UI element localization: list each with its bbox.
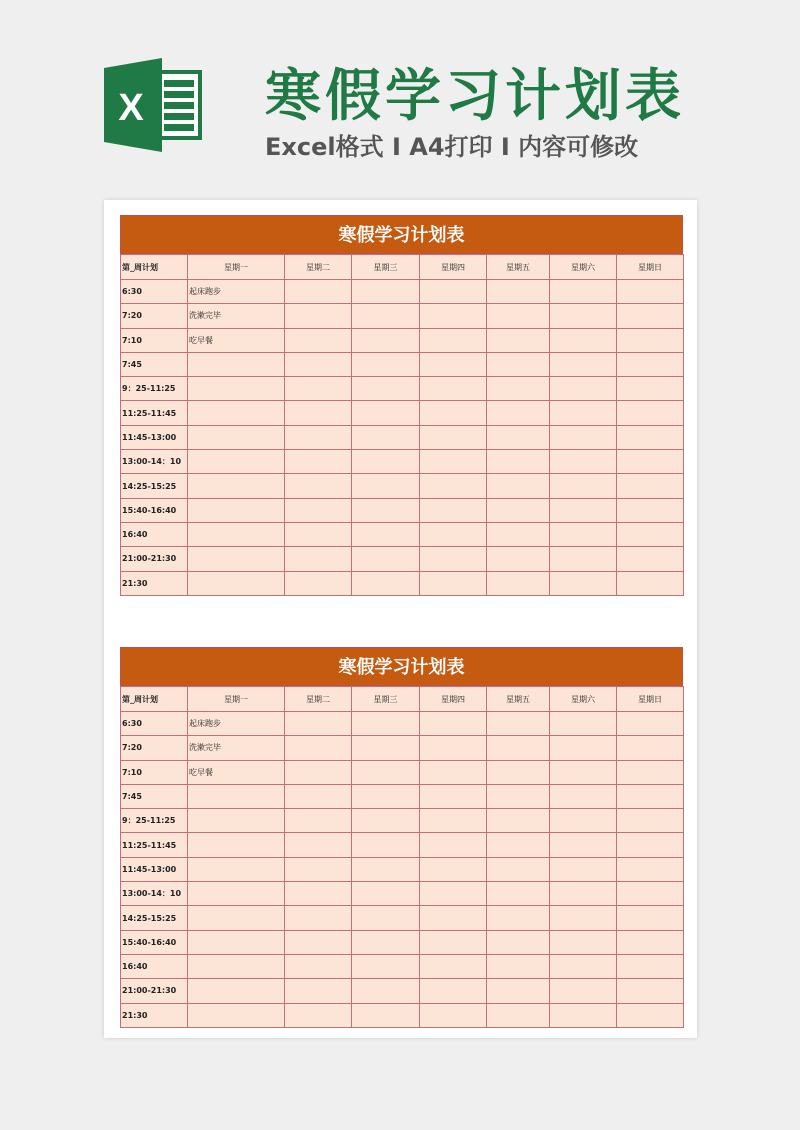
empty-cell[interactable] — [285, 571, 352, 595]
empty-cell[interactable] — [550, 906, 617, 930]
table-row — [121, 954, 684, 978]
table-row — [121, 547, 684, 571]
empty-cell[interactable] — [352, 784, 420, 808]
empty-cell[interactable] — [617, 352, 684, 376]
main-title: 寒假学习计划表 — [265, 64, 685, 129]
empty-cell[interactable] — [617, 522, 684, 546]
time-cell[interactable]: 13:00-14：10 — [121, 450, 188, 474]
empty-cell[interactable] — [487, 304, 550, 328]
table-row — [121, 304, 684, 328]
table-row — [121, 498, 684, 522]
empty-cell[interactable] — [617, 377, 684, 401]
empty-cell[interactable] — [420, 280, 487, 304]
schedule-table — [120, 686, 684, 1028]
activity-cell[interactable] — [188, 547, 285, 571]
empty-cell[interactable] — [420, 328, 487, 352]
empty-cell[interactable] — [487, 882, 550, 906]
empty-cell[interactable] — [550, 712, 617, 736]
table-row — [121, 328, 684, 352]
empty-cell[interactable] — [285, 736, 352, 760]
empty-cell[interactable] — [617, 547, 684, 571]
empty-cell[interactable] — [352, 425, 420, 449]
empty-cell[interactable] — [617, 906, 684, 930]
time-cell[interactable]: 21:30 — [121, 571, 188, 595]
empty-cell[interactable] — [285, 377, 352, 401]
empty-cell[interactable] — [550, 882, 617, 906]
empty-cell[interactable] — [352, 352, 420, 376]
empty-cell[interactable] — [617, 736, 684, 760]
empty-cell[interactable] — [617, 857, 684, 881]
sheet-title: 寒假学习计划表 — [120, 647, 683, 686]
table-row — [121, 352, 684, 376]
empty-cell[interactable] — [420, 954, 487, 978]
empty-cell[interactable] — [352, 571, 420, 595]
table-row — [121, 979, 684, 1003]
empty-cell[interactable] — [550, 280, 617, 304]
empty-cell[interactable] — [550, 857, 617, 881]
empty-cell[interactable] — [352, 377, 420, 401]
empty-cell[interactable] — [617, 474, 684, 498]
subtitle: Excel格式 I A4打印 I 内容可修改 — [265, 133, 639, 161]
empty-cell[interactable] — [487, 930, 550, 954]
empty-cell[interactable] — [420, 377, 487, 401]
empty-cell[interactable] — [617, 833, 684, 857]
empty-cell[interactable] — [617, 930, 684, 954]
empty-cell[interactable] — [352, 882, 420, 906]
empty-cell[interactable] — [352, 522, 420, 546]
empty-cell[interactable] — [352, 547, 420, 571]
activity-cell[interactable] — [188, 498, 285, 522]
empty-cell[interactable] — [487, 522, 550, 546]
table-row — [121, 930, 684, 954]
time-cell[interactable]: 7:20 — [121, 304, 188, 328]
empty-cell[interactable] — [352, 401, 420, 425]
empty-cell[interactable] — [352, 304, 420, 328]
column-header: 星期六 — [550, 687, 617, 712]
empty-cell[interactable] — [352, 906, 420, 930]
activity-cell[interactable] — [188, 571, 285, 595]
activity-cell[interactable]: 洗漱完毕 — [188, 304, 285, 328]
time-cell[interactable]: 15:40-16:40 — [121, 930, 188, 954]
table-row — [121, 425, 684, 449]
empty-cell[interactable] — [420, 809, 487, 833]
empty-cell[interactable] — [352, 979, 420, 1003]
column-header: 星期三 — [352, 255, 420, 280]
empty-cell[interactable] — [285, 979, 352, 1003]
time-cell[interactable]: 21:30 — [121, 1003, 188, 1027]
table-row — [121, 474, 684, 498]
activity-cell[interactable] — [188, 377, 285, 401]
empty-cell[interactable] — [617, 712, 684, 736]
empty-cell[interactable] — [420, 450, 487, 474]
empty-cell[interactable] — [617, 760, 684, 784]
empty-cell[interactable] — [617, 304, 684, 328]
empty-cell[interactable] — [352, 833, 420, 857]
table-row — [121, 712, 684, 736]
empty-cell[interactable] — [617, 784, 684, 808]
empty-cell[interactable] — [285, 784, 352, 808]
time-cell[interactable]: 15:40-16:40 — [121, 498, 188, 522]
empty-cell[interactable] — [420, 425, 487, 449]
empty-cell[interactable] — [487, 857, 550, 881]
empty-cell[interactable] — [550, 1003, 617, 1027]
empty-cell[interactable] — [285, 1003, 352, 1027]
empty-cell[interactable] — [550, 498, 617, 522]
empty-cell[interactable] — [420, 522, 487, 546]
activity-cell[interactable] — [188, 425, 285, 449]
empty-cell[interactable] — [550, 736, 617, 760]
empty-cell[interactable] — [420, 979, 487, 1003]
column-header: 星期四 — [420, 687, 487, 712]
empty-cell[interactable] — [550, 809, 617, 833]
time-cell[interactable]: 9：25-11:25 — [121, 377, 188, 401]
activity-cell[interactable] — [188, 352, 285, 376]
svg-text:X: X — [118, 87, 144, 129]
table-row — [121, 784, 684, 808]
empty-cell[interactable] — [285, 280, 352, 304]
excel-logo-icon — [104, 58, 202, 152]
time-cell[interactable]: 6:30 — [121, 712, 188, 736]
empty-cell[interactable] — [487, 328, 550, 352]
activity-cell[interactable] — [188, 930, 285, 954]
table-row — [121, 833, 684, 857]
activity-cell[interactable] — [188, 809, 285, 833]
empty-cell[interactable] — [550, 377, 617, 401]
empty-cell[interactable] — [487, 280, 550, 304]
column-header: 星期三 — [352, 687, 420, 712]
empty-cell[interactable] — [420, 474, 487, 498]
empty-cell[interactable] — [487, 547, 550, 571]
activity-cell[interactable] — [188, 979, 285, 1003]
activity-cell[interactable]: 吃早餐 — [188, 328, 285, 352]
time-cell[interactable]: 11:45-13:00 — [121, 425, 188, 449]
empty-cell[interactable] — [550, 571, 617, 595]
empty-cell[interactable] — [550, 954, 617, 978]
activity-cell[interactable] — [188, 882, 285, 906]
column-header: 第_周计划 — [121, 687, 188, 712]
empty-cell[interactable] — [550, 425, 617, 449]
empty-cell[interactable] — [352, 328, 420, 352]
activity-cell[interactable] — [188, 833, 285, 857]
empty-cell[interactable] — [352, 809, 420, 833]
activity-cell[interactable] — [188, 450, 285, 474]
empty-cell[interactable] — [487, 450, 550, 474]
empty-cell[interactable] — [420, 352, 487, 376]
activity-cell[interactable] — [188, 401, 285, 425]
empty-cell[interactable] — [285, 474, 352, 498]
empty-cell[interactable] — [420, 930, 487, 954]
empty-cell[interactable] — [487, 571, 550, 595]
activity-cell[interactable] — [188, 784, 285, 808]
schedule-table — [120, 254, 684, 596]
empty-cell[interactable] — [285, 352, 352, 376]
header-row — [121, 687, 684, 712]
empty-cell[interactable] — [487, 425, 550, 449]
empty-cell[interactable] — [487, 498, 550, 522]
time-cell[interactable]: 21:00-21:30 — [121, 547, 188, 571]
column-header: 星期一 — [188, 255, 285, 280]
empty-cell[interactable] — [550, 328, 617, 352]
empty-cell[interactable] — [617, 571, 684, 595]
column-header: 星期日 — [617, 687, 684, 712]
empty-cell[interactable] — [487, 1003, 550, 1027]
empty-cell[interactable] — [487, 833, 550, 857]
empty-cell[interactable] — [550, 474, 617, 498]
table-row — [121, 906, 684, 930]
time-cell[interactable]: 16:40 — [121, 954, 188, 978]
empty-cell[interactable] — [420, 1003, 487, 1027]
empty-cell[interactable] — [420, 498, 487, 522]
empty-cell[interactable] — [352, 736, 420, 760]
table-row — [121, 571, 684, 595]
activity-cell[interactable] — [188, 1003, 285, 1027]
column-header: 星期六 — [550, 255, 617, 280]
empty-cell[interactable] — [352, 857, 420, 881]
empty-cell[interactable] — [617, 425, 684, 449]
empty-cell[interactable] — [617, 954, 684, 978]
empty-cell[interactable] — [487, 809, 550, 833]
empty-cell[interactable] — [352, 280, 420, 304]
empty-cell[interactable] — [617, 401, 684, 425]
empty-cell[interactable] — [550, 547, 617, 571]
column-header: 星期二 — [285, 255, 352, 280]
empty-cell[interactable] — [617, 979, 684, 1003]
empty-cell[interactable] — [487, 377, 550, 401]
empty-cell[interactable] — [420, 833, 487, 857]
time-cell[interactable]: 9：25-11:25 — [121, 809, 188, 833]
empty-cell[interactable] — [420, 571, 487, 595]
activity-cell[interactable] — [188, 474, 285, 498]
empty-cell[interactable] — [285, 547, 352, 571]
table-row — [121, 450, 684, 474]
empty-cell[interactable] — [420, 784, 487, 808]
activity-cell[interactable] — [188, 522, 285, 546]
empty-cell[interactable] — [285, 954, 352, 978]
time-cell[interactable]: 16:40 — [121, 522, 188, 546]
empty-cell[interactable] — [487, 736, 550, 760]
activity-cell[interactable] — [188, 857, 285, 881]
empty-cell[interactable] — [352, 954, 420, 978]
empty-cell[interactable] — [487, 474, 550, 498]
empty-cell[interactable] — [550, 979, 617, 1003]
empty-cell[interactable] — [352, 760, 420, 784]
empty-cell[interactable] — [352, 930, 420, 954]
time-cell[interactable]: 13:00-14：10 — [121, 882, 188, 906]
empty-cell[interactable] — [617, 882, 684, 906]
empty-cell[interactable] — [352, 450, 420, 474]
empty-cell[interactable] — [285, 882, 352, 906]
empty-cell[interactable] — [420, 760, 487, 784]
empty-cell[interactable] — [420, 547, 487, 571]
time-cell[interactable]: 11:25-11:45 — [121, 401, 188, 425]
empty-cell[interactable] — [550, 352, 617, 376]
empty-cell[interactable] — [550, 760, 617, 784]
sheet-title: 寒假学习计划表 — [120, 215, 683, 254]
empty-cell[interactable] — [285, 906, 352, 930]
activity-cell[interactable] — [188, 954, 285, 978]
empty-cell[interactable] — [285, 930, 352, 954]
empty-cell[interactable] — [487, 401, 550, 425]
activity-cell[interactable]: 起床跑步 — [188, 712, 285, 736]
empty-cell[interactable] — [550, 833, 617, 857]
table-row — [121, 809, 684, 833]
empty-cell[interactable] — [285, 328, 352, 352]
empty-cell[interactable] — [285, 522, 352, 546]
time-cell[interactable]: 14:25-15:25 — [121, 906, 188, 930]
table-row — [121, 760, 684, 784]
empty-cell[interactable] — [550, 304, 617, 328]
activity-cell[interactable] — [188, 906, 285, 930]
empty-cell[interactable] — [487, 954, 550, 978]
empty-cell[interactable] — [285, 857, 352, 881]
empty-cell[interactable] — [420, 906, 487, 930]
empty-cell[interactable] — [617, 498, 684, 522]
empty-cell[interactable] — [352, 712, 420, 736]
empty-cell[interactable] — [617, 280, 684, 304]
column-header: 星期五 — [487, 687, 550, 712]
empty-cell[interactable] — [285, 809, 352, 833]
time-cell[interactable]: 11:45-13:00 — [121, 857, 188, 881]
activity-cell[interactable]: 洗漱完毕 — [188, 736, 285, 760]
table-row — [121, 736, 684, 760]
empty-cell[interactable] — [550, 401, 617, 425]
time-cell[interactable]: 7:45 — [121, 784, 188, 808]
time-cell[interactable]: 7:45 — [121, 352, 188, 376]
empty-cell[interactable] — [285, 712, 352, 736]
table-row — [121, 401, 684, 425]
column-header: 星期四 — [420, 255, 487, 280]
empty-cell[interactable] — [550, 930, 617, 954]
table-row — [121, 1003, 684, 1027]
empty-cell[interactable] — [487, 784, 550, 808]
header-row — [121, 255, 684, 280]
empty-cell[interactable] — [487, 760, 550, 784]
empty-cell[interactable] — [352, 474, 420, 498]
schedule-sheet-1 — [120, 215, 683, 596]
empty-cell[interactable] — [487, 352, 550, 376]
empty-cell[interactable] — [617, 809, 684, 833]
empty-cell[interactable] — [550, 784, 617, 808]
empty-cell[interactable] — [420, 712, 487, 736]
activity-cell[interactable]: 起床跑步 — [188, 280, 285, 304]
empty-cell[interactable] — [487, 906, 550, 930]
time-cell[interactable]: 7:10 — [121, 760, 188, 784]
empty-cell[interactable] — [420, 736, 487, 760]
table-row — [121, 882, 684, 906]
empty-cell[interactable] — [352, 1003, 420, 1027]
schedule-sheet-2 — [120, 647, 683, 1028]
time-cell[interactable]: 21:00-21:30 — [121, 979, 188, 1003]
empty-cell[interactable] — [550, 450, 617, 474]
activity-cell[interactable]: 吃早餐 — [188, 760, 285, 784]
empty-cell[interactable] — [420, 857, 487, 881]
empty-cell[interactable] — [285, 401, 352, 425]
empty-cell[interactable] — [420, 401, 487, 425]
table-row — [121, 522, 684, 546]
column-header: 星期二 — [285, 687, 352, 712]
empty-cell[interactable] — [487, 712, 550, 736]
column-header: 第_周计划 — [121, 255, 188, 280]
empty-cell[interactable] — [617, 328, 684, 352]
column-header: 星期日 — [617, 255, 684, 280]
time-cell[interactable]: 7:10 — [121, 328, 188, 352]
empty-cell[interactable] — [285, 498, 352, 522]
empty-cell[interactable] — [285, 304, 352, 328]
empty-cell[interactable] — [420, 882, 487, 906]
empty-cell[interactable] — [617, 1003, 684, 1027]
empty-cell[interactable] — [550, 522, 617, 546]
time-cell[interactable]: 7:20 — [121, 736, 188, 760]
empty-cell[interactable] — [285, 425, 352, 449]
empty-cell[interactable] — [285, 450, 352, 474]
empty-cell[interactable] — [352, 498, 420, 522]
column-header: 星期一 — [188, 687, 285, 712]
table-row — [121, 280, 684, 304]
empty-cell[interactable] — [285, 760, 352, 784]
time-cell[interactable]: 11:25-11:45 — [121, 833, 188, 857]
empty-cell[interactable] — [487, 979, 550, 1003]
empty-cell[interactable] — [617, 450, 684, 474]
table-row — [121, 377, 684, 401]
empty-cell[interactable] — [285, 833, 352, 857]
column-header: 星期五 — [487, 255, 550, 280]
table-row — [121, 857, 684, 881]
time-cell[interactable]: 6:30 — [121, 280, 188, 304]
empty-cell[interactable] — [420, 304, 487, 328]
time-cell[interactable]: 14:25-15:25 — [121, 474, 188, 498]
